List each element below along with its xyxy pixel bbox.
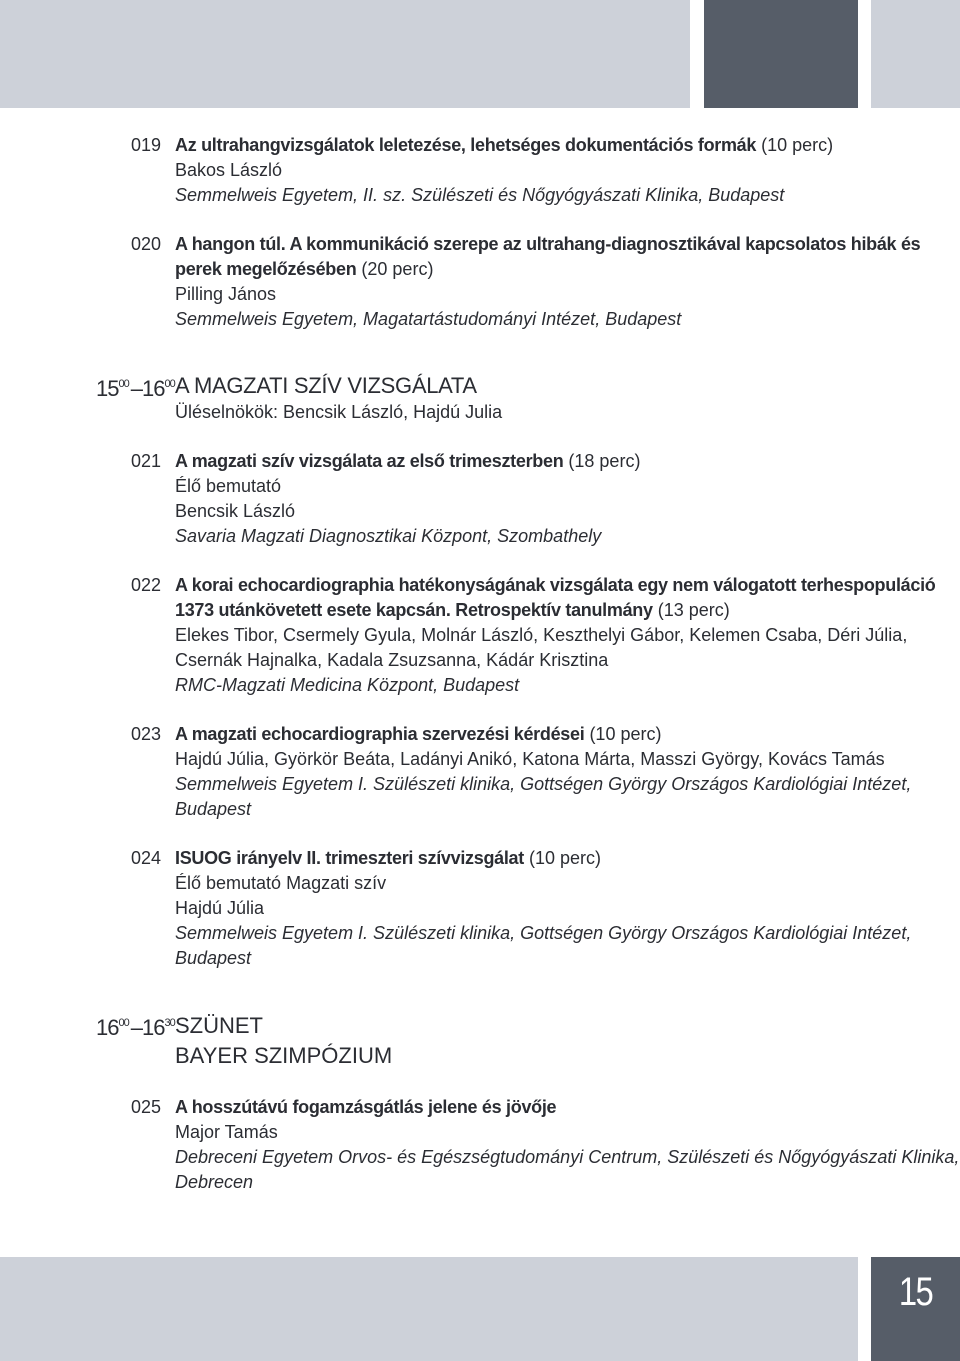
item-duration: (18 perc) [568,451,641,471]
item-institution: Semmelweis Egyetem I. Szülészeti klinika, Gottségen György Országos Kardiológiai Intézet, Budapest [175,923,912,968]
item-title: A magzati szív vizsgálata az első trimeszterben [175,451,564,471]
session-chairs: Üléselnökök: Bencsik László, Hajdú Julia [175,402,503,422]
items-top [0,133,960,332]
header-bar-light-right [871,0,960,108]
item-number: 024 [131,848,162,868]
program-content [0,133,960,1219]
item-title: A magzati echocardiographia szervezési kérdései [175,724,585,744]
item-line: Major Tamás [175,1122,278,1142]
item-number: 023 [131,724,162,744]
page-number: 15 [898,1269,933,1314]
item-line: Élő bemutató [175,476,282,496]
item-line: Elekes Tibor, Csermely Gyula, Molnár László, Keszthelyi Gábor, Kelemen Csaba, Déri Júlia, Csernák Hajnalka, Kadala Zsuzsanna, Kádár Krisztina [175,625,908,670]
program-item [0,573,960,698]
item-line: Hajdú Júlia [175,898,265,918]
item-duration: (10 perc) [589,724,662,744]
header-bar-dark [704,0,858,108]
item-title: A hosszútávú fogamzásgátlás jelene és jövője [175,1097,557,1117]
item-duration: (20 perc) [361,259,434,279]
item-number: 022 [131,575,162,595]
program-item [0,722,960,822]
item-number: 020 [131,234,162,254]
item-duration: (10 perc) [528,848,602,868]
footer-bar-light [0,1257,858,1361]
item-institution: Savaria Magzati Diagnosztikai Központ, Szombathely [175,526,602,546]
item-line: Bencsik László [175,501,296,521]
item-institution: Semmelweis Egyetem, II. sz. Szülészeti és Nőgyógyászati Klinika, Budapest [175,185,785,205]
item-title: A korai echocardiographia hatékonyságának vizsgálata egy nem válogatott terhespopuláció 1373 utánkövetett esete kapcsán. Retrospektív tanulmány [175,575,936,620]
item-title: ISUOG irányelv II. trimeszteri szívvizsgálat [175,848,524,868]
session-heart [0,372,960,425]
items-session-bayer [0,1095,960,1195]
item-number: 019 [131,135,162,155]
item-line: Hajdú Júlia, Györkör Beáta, Ladányi Anikó, Katona Márta, Masszi György, Kovács Tamás [175,749,885,769]
item-line: Pilling János [175,284,277,304]
items-session-heart [0,449,960,971]
program-item [0,232,960,332]
item-duration: (13 perc) [657,600,730,620]
item-institution: Debreceni Egyetem Orvos- és Egészségtudományi Centrum, Szülészeti és Nőgyógyászati Klinika, Debrecen [175,1147,960,1192]
item-title: A hangon túl. A kommunikáció szerepe az ultrahang-diagnosztikával kapcsolatos hibák és perek megelőzésében [175,234,921,279]
item-title: Az ultrahangvizsgálatok leletezése, lehetséges dokumentációs formák [175,135,757,155]
header-bar-light [0,0,690,108]
session-break [0,1011,960,1071]
item-number: 021 [131,451,162,471]
item-line: Bakos László [175,160,283,180]
session-subtitle: BAYER SZIMPÓZIUM [175,1043,393,1068]
session-time: $15^{00}-16^{00}$ [96,376,175,401]
item-line: Élő bemutató Magzati szív [175,873,387,893]
session-title: A MAGZATI SZÍV VIZSGÁLATA [175,373,477,398]
session-time: $16^{00}-16^{30}$ [96,1015,175,1040]
item-institution: RMC-Magzati Medicina Központ, Budapest [175,675,520,695]
session-title: SZÜNET [175,1013,263,1038]
item-institution: Semmelweis Egyetem, Magatartástudományi Intézet, Budapest [175,309,682,329]
program-item [0,449,960,549]
program-item [0,846,960,971]
program-item [0,1095,960,1195]
item-duration: (10 perc) [761,135,834,155]
item-number: 025 [131,1097,162,1117]
program-item [0,133,960,208]
item-institution: Semmelweis Egyetem I. Szülészeti klinika, Gottségen György Országos Kardiológiai Intézet, Budapest [175,774,912,819]
